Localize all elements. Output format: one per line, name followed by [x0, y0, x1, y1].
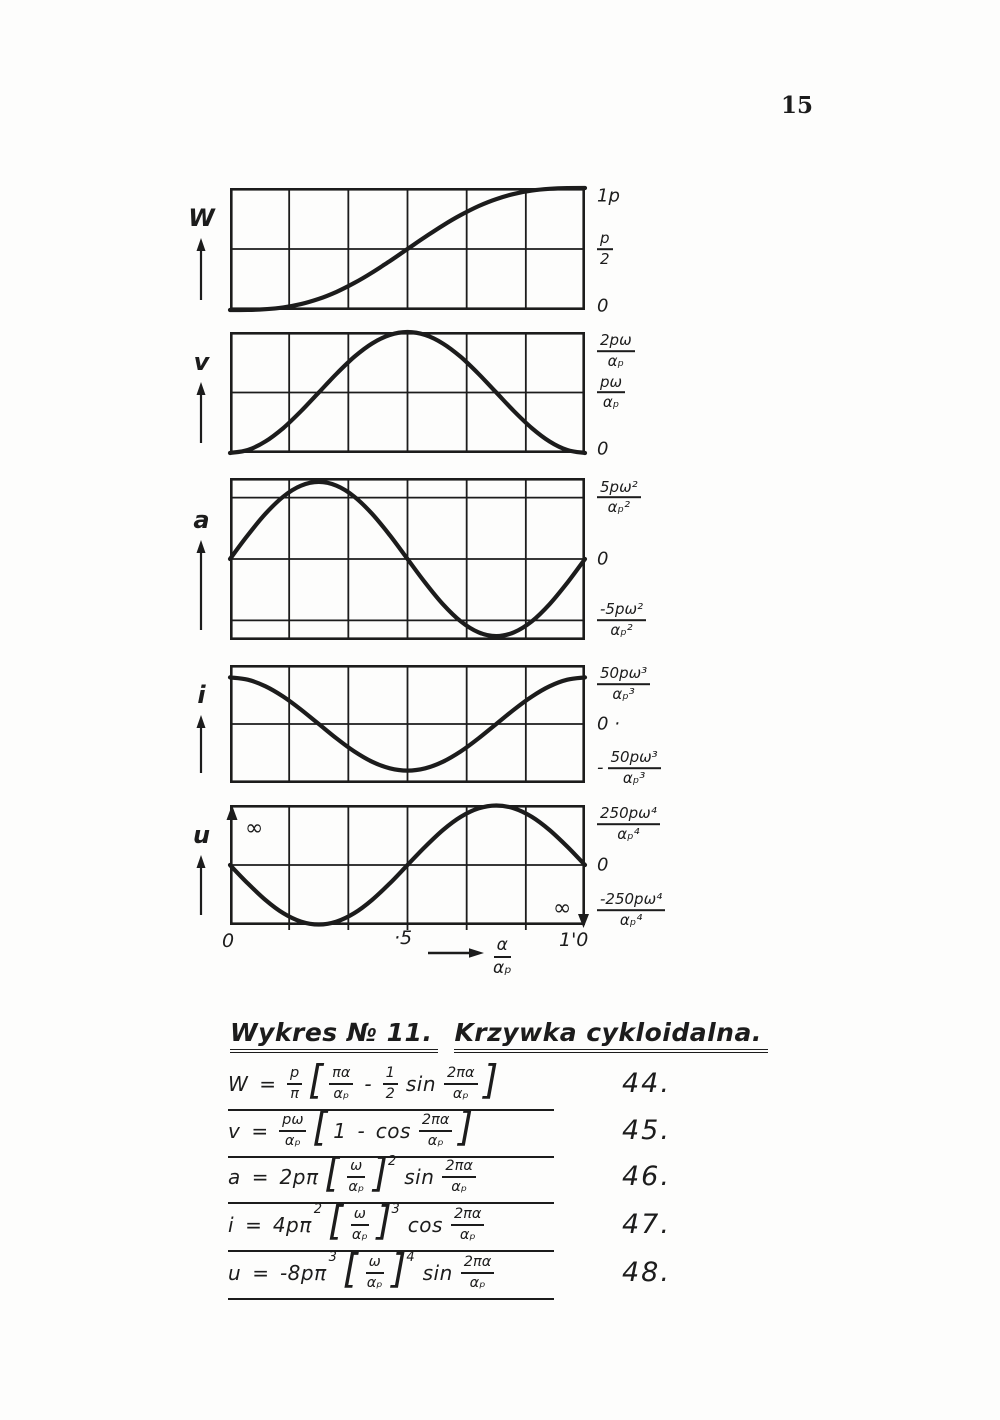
fraction-numerator: -5pω² [597, 602, 646, 622]
up-arrow-icon [194, 238, 208, 300]
fraction [442, 1158, 476, 1194]
up-arrow-icon [194, 715, 208, 773]
fraction-denominator: αₚ⁴ [619, 911, 643, 929]
equation-47 [228, 1198, 671, 1251]
fraction [597, 374, 625, 412]
fraction [597, 479, 641, 517]
y-axis-label [597, 805, 660, 843]
equation-token: - [364, 1071, 372, 1096]
y-axis-labels [597, 185, 727, 317]
fraction [383, 1065, 398, 1101]
fraction-denominator: αₚ [459, 1226, 476, 1243]
fraction [329, 1065, 353, 1101]
fraction-numerator: p [597, 230, 613, 250]
y-axis-label [597, 602, 646, 640]
y-axis-label [597, 479, 641, 517]
fraction-numerator: -250pω⁴ [597, 891, 665, 911]
fraction [597, 891, 665, 929]
v-plot-canvas [230, 332, 585, 453]
fraction-numerator: 2πα [461, 1254, 495, 1273]
infinity-symbol: ∞ [245, 816, 264, 841]
fraction [279, 1112, 306, 1148]
infinity-symbol: ∞ [553, 896, 572, 921]
equation-token: [ [308, 1057, 324, 1104]
equation-formula [228, 1246, 554, 1299]
equation-formula [228, 1104, 554, 1157]
fraction-denominator: αₚ [366, 1274, 383, 1291]
fraction-denominator: αₚ [452, 1085, 469, 1102]
y-axis-label [597, 665, 650, 703]
y-axis-label [597, 855, 608, 876]
fraction-denominator: αₚ [284, 1132, 301, 1149]
plot-w [188, 185, 620, 317]
up-arrow-icon [194, 855, 208, 915]
fraction-denominator: αₚ² [607, 498, 630, 517]
equation-token: = [259, 1071, 277, 1096]
fraction-numerator: p [287, 1065, 302, 1084]
page-number: 15 [781, 92, 814, 119]
fraction-denominator: αₚ [333, 1085, 350, 1102]
equation-token: i [228, 1212, 235, 1237]
y-axis-label [597, 230, 613, 268]
equation-token: u [228, 1260, 242, 1285]
down-arrow-icon [578, 914, 589, 928]
equation-number: 45. [622, 1115, 671, 1146]
equation-token: ] [483, 1057, 499, 1104]
fraction-denominator: αₚ [602, 393, 620, 412]
equation-44 [228, 1057, 671, 1110]
fraction [419, 1112, 453, 1148]
fraction-numerator: ω [347, 1158, 365, 1177]
grid-lines [231, 333, 584, 452]
equation-token: ] [458, 1104, 474, 1151]
equation-token: 2 [313, 1202, 323, 1218]
figure-caption [230, 1018, 784, 1053]
y-axis-labels [597, 664, 727, 787]
y-axis-labels [597, 478, 727, 640]
plot-u [192, 804, 663, 929]
y-axis-label [597, 374, 625, 412]
fraction-denominator: αₚ [348, 1178, 365, 1195]
fraction-numerator: 2πα [444, 1065, 478, 1084]
fraction [597, 665, 650, 703]
up-arrow-icon [194, 540, 208, 630]
y-axis-label [597, 891, 665, 929]
axis-letter-u: u [192, 821, 212, 849]
fraction-numerator: 2πα [451, 1206, 485, 1225]
y-axis-label [597, 549, 608, 570]
equation-48 [228, 1246, 671, 1299]
fraction-numerator: 50pω³ [597, 665, 650, 685]
equation-token: v [228, 1118, 241, 1143]
x-axis-arrow-icon [428, 947, 484, 959]
fraction [597, 332, 635, 370]
equation-token: = [245, 1212, 262, 1237]
equation-number: 44. [622, 1068, 671, 1099]
tick-text: 0 · [597, 713, 620, 735]
fraction [345, 1158, 367, 1194]
fraction-numerator: ω [366, 1254, 384, 1273]
y-axis-labels [597, 331, 727, 460]
fraction-denominator: 2 [600, 250, 610, 268]
axis-letter-w: W [188, 204, 216, 232]
fraction [608, 749, 661, 787]
x-tick-0: 0 [222, 930, 235, 952]
fraction [364, 1254, 386, 1290]
equation-token: ] [373, 1150, 388, 1197]
equation-token: 3 [391, 1202, 400, 1218]
figure-title: Krzywka cykloidalna. [454, 1018, 767, 1053]
equation-token: = [251, 1164, 269, 1189]
fraction-denominator: αₚ [451, 1178, 468, 1195]
fraction-denominator: αₚ³ [612, 685, 635, 703]
x-tick-05: ·5 [394, 927, 413, 949]
fraction [597, 805, 660, 843]
equation-token: sin [405, 1071, 436, 1096]
fraction-numerator: 5pω² [597, 479, 641, 499]
w-plot-canvas [230, 188, 585, 310]
x-axis-label-denominator: αₚ [493, 958, 512, 979]
plot-a [193, 477, 644, 640]
equation-token: 4pπ [272, 1212, 312, 1237]
fraction-numerator: pω [597, 374, 625, 394]
y-axis-label [597, 749, 661, 787]
fraction-denominator: αₚ³ [622, 769, 646, 787]
y-axis-label [597, 296, 608, 317]
equation-token: [ [324, 1150, 340, 1197]
equation-token: a [228, 1164, 241, 1189]
equation-formula [228, 1198, 554, 1251]
fraction-denominator: 2 [385, 1085, 395, 1102]
x-tick-10: 1'0 [559, 929, 589, 951]
y-axis-label [597, 439, 608, 460]
equation-token: 2 [387, 1154, 397, 1170]
equation-token: - [357, 1118, 365, 1143]
equation-token: = [252, 1260, 269, 1285]
fraction-numerator: ω [351, 1206, 369, 1225]
equation-token: = [251, 1118, 269, 1143]
y-axis-labels [597, 804, 727, 929]
grid-lines [231, 666, 584, 782]
fraction [597, 602, 646, 640]
fraction [349, 1206, 371, 1242]
tick-text: 0 [597, 438, 609, 460]
equation-token: 3 [328, 1250, 337, 1266]
fraction-denominator: αₚ⁴ [617, 825, 640, 843]
tick-text: 0 [597, 854, 609, 876]
equation-number: 48. [622, 1257, 671, 1288]
up-arrow-icon [194, 382, 208, 443]
i-plot-canvas [230, 665, 585, 783]
equation-number: 46. [622, 1161, 671, 1192]
minus-sign: - [597, 757, 604, 779]
fraction-numerator: 250pω⁴ [597, 805, 660, 825]
a-plot-canvas [230, 478, 585, 640]
fraction-numerator: 2πα [442, 1158, 476, 1177]
fraction-denominator: αₚ [427, 1132, 444, 1149]
fraction [444, 1065, 478, 1101]
fraction-numerator: πα [329, 1065, 353, 1084]
figure-number: Wykres № 11. [230, 1018, 438, 1053]
fraction [597, 230, 613, 268]
u-plot-canvas [230, 805, 585, 925]
y-axis-label [597, 714, 620, 735]
fraction-numerator: 1 [383, 1065, 398, 1084]
equation-46 [228, 1150, 671, 1203]
x-axis-label [490, 936, 515, 978]
tick-text: 1p [597, 185, 620, 207]
equation-token: 2pπ [279, 1164, 319, 1189]
equation-token: ] [391, 1246, 407, 1293]
equation-token: 1 [333, 1118, 347, 1143]
fraction-denominator: αₚ² [610, 621, 633, 640]
fraction [461, 1254, 495, 1290]
equation-45 [228, 1104, 671, 1157]
x-axis-label-numerator: α [494, 936, 511, 958]
equation-token: W [228, 1071, 249, 1096]
axis-letter-i: i [197, 681, 207, 709]
fraction-numerator: 2pω [597, 332, 635, 352]
y-axis-label [597, 332, 635, 370]
equation-number: 47. [622, 1209, 671, 1240]
equation-token: [ [342, 1246, 358, 1293]
equation-token: ] [376, 1198, 392, 1245]
fraction-numerator: 50pω³ [608, 749, 661, 769]
equation-token: 4 [406, 1250, 415, 1266]
equation-token: -8pπ [279, 1260, 327, 1285]
fraction-numerator: pω [279, 1112, 306, 1131]
tick-text: 0 [597, 295, 609, 317]
fraction-denominator: π [290, 1085, 300, 1102]
y-axis-label [597, 186, 620, 207]
equation-token: sin [422, 1260, 453, 1285]
plot-i [197, 664, 658, 787]
equation-token: [ [312, 1104, 328, 1151]
equation-token: cos [375, 1118, 411, 1143]
fraction-denominator: αₚ [469, 1274, 486, 1291]
fraction-denominator: αₚ [607, 352, 624, 370]
axis-letter-v: v [193, 348, 211, 376]
fraction [287, 1065, 302, 1101]
equation-token: cos [407, 1212, 443, 1237]
fraction-denominator: αₚ [351, 1226, 368, 1243]
tick-text: 0 [597, 548, 609, 570]
fraction [451, 1206, 485, 1242]
fraction-numerator: 2πα [419, 1112, 453, 1131]
equation-formula [228, 1150, 554, 1203]
equation-token: sin [404, 1164, 435, 1189]
equation-formula [228, 1057, 554, 1110]
equation-token: [ [328, 1198, 343, 1245]
axis-letter-a: a [193, 506, 211, 534]
